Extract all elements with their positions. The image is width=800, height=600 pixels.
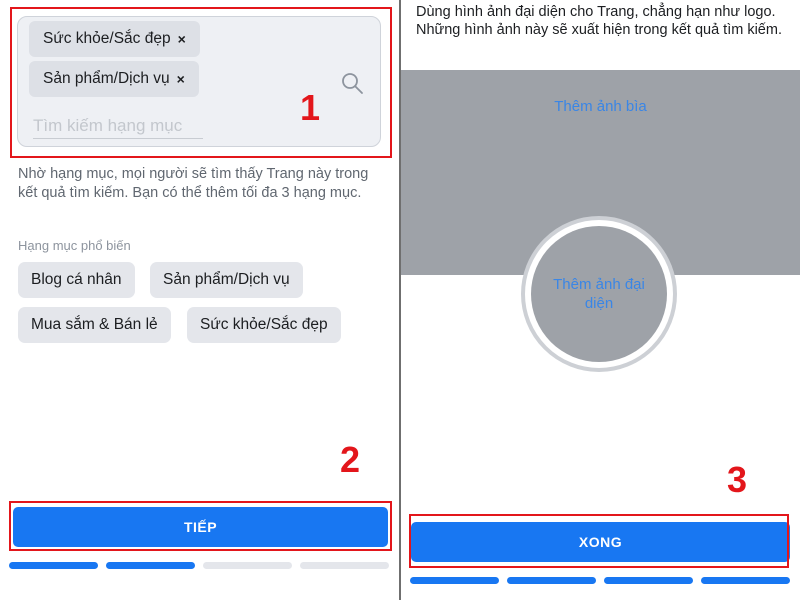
- progress-segment: [106, 562, 195, 569]
- progress-segment: [701, 577, 790, 584]
- done-button[interactable]: XONG: [411, 522, 790, 562]
- chip-label: Sản phẩm/Dịch vụ: [43, 70, 170, 87]
- selected-category-chip[interactable]: [29, 21, 200, 57]
- progress-segment: [410, 577, 499, 584]
- popular-category-chip[interactable]: Mua sắm & Bán lẻ: [18, 307, 171, 343]
- progress-segment: [9, 562, 98, 569]
- category-panel: [0, 0, 399, 600]
- progress-segment: [604, 577, 693, 584]
- next-button[interactable]: TIẾP: [13, 507, 388, 547]
- popular-categories-label: Hạng mục phổ biến: [18, 238, 131, 253]
- annotation-step-number: 2: [340, 439, 361, 480]
- remove-icon[interactable]: ×: [176, 71, 185, 87]
- add-profile-photo-button[interactable]: [531, 226, 667, 362]
- progress-indicator: [410, 577, 790, 584]
- popular-category-chip[interactable]: Blog cá nhân: [18, 262, 135, 298]
- category-selector: [17, 16, 381, 147]
- photo-panel: [401, 0, 800, 600]
- progress-segment: [300, 562, 389, 569]
- progress-segment: [507, 577, 596, 584]
- popular-category-chip[interactable]: Sản phẩm/Dịch vụ: [150, 262, 303, 298]
- category-search-input[interactable]: [33, 113, 203, 139]
- chip-label: Sức khỏe/Sắc đẹp: [43, 30, 171, 47]
- search-icon[interactable]: [340, 71, 364, 95]
- photo-intro-text: Dùng hình ảnh đại diện cho Trang, chẳng hạn như logo. Những hình ảnh này sẽ xuất hiện trong kết quả tìm kiếm.: [416, 4, 782, 38]
- remove-icon[interactable]: ×: [177, 31, 186, 47]
- category-helper-text: Nhờ hạng mục, mọi người sẽ tìm thấy Trang này trong kết quả tìm kiếm. Bạn có thể thêm tối đa 3 hạng mục.: [18, 166, 369, 201]
- profile-photo-frame: [521, 216, 677, 372]
- annotation-step-number: 1: [300, 87, 321, 128]
- add-cover-photo-link[interactable]: Thêm ảnh bìa: [554, 98, 647, 115]
- popular-category-chip[interactable]: Sức khỏe/Sắc đẹp: [187, 307, 341, 343]
- progress-indicator: [9, 562, 389, 569]
- progress-segment: [203, 562, 292, 569]
- annotation-step-number: 3: [727, 459, 748, 500]
- selected-category-chip[interactable]: [29, 61, 199, 97]
- add-profile-photo-label: Thêm ảnh đại diện: [553, 276, 645, 312]
